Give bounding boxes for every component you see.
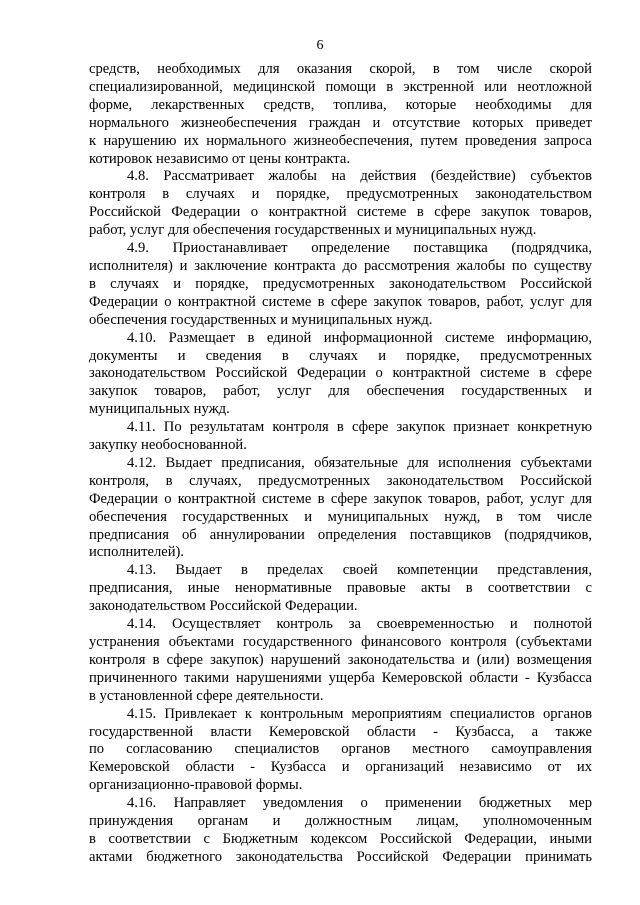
text-line: муниципальных нужд.	[89, 401, 230, 418]
text-line: обеспечения государственных и муниципальных нужд, в том числе	[89, 508, 592, 525]
text-line: причиненного такими нарушениями ущерба Кемеровской области - Кузбасса	[89, 669, 592, 686]
text-line: организационно-правовой формы.	[89, 777, 303, 794]
text-line: 4.15. Привлекает к контрольным мероприятиям специалистов органов	[127, 705, 592, 722]
text-line: Федерации о контрактной системе в сфере закупок товаров, работ, услуг для	[89, 490, 592, 507]
text-line: 4.16. Направляет уведомления о применении бюджетных мер	[127, 795, 592, 812]
text-line: контроля в случаях и порядке, предусмотренных законодательством	[89, 186, 592, 203]
text-line: предписания об аннулировании определения поставщиков (подрядчиков,	[89, 526, 592, 543]
text-line: актами бюджетного законодательства Российской Федерации принимать	[89, 848, 592, 865]
page-number: 6	[316, 38, 324, 53]
text-line: государственной власти Кемеровской области - Кузбасса, а также	[89, 723, 592, 740]
text-line: в установленной сфере деятельности.	[89, 687, 324, 704]
text-line: обеспечения государственных и муниципальных нужд.	[89, 311, 433, 328]
text-line: 4.12. Выдает предписания, обязательные для исполнения субъектами	[127, 454, 592, 471]
text-line: нормального жизнеобеспечения граждан и отсутствие которых приведет	[89, 114, 592, 131]
text-line: устранения объектами государственного финансового контроля (субъектами	[89, 634, 592, 650]
text-line: специализированной, медицинской помощи в экстренной или неотложной	[89, 78, 592, 95]
text-line: контроля в сфере закупок) нарушений законодательства и (или) возмещения	[89, 651, 592, 668]
text-line: по согласованию специалистов органов местного самоуправления	[89, 741, 592, 758]
text-line: в случаях и порядке, предусмотренных законодательством Российской	[89, 275, 592, 292]
text-line: исполнителя) и заключение контракта до рассмотрения жалобы по существу	[89, 257, 592, 274]
text-line: предписания, иные ненормативные правовые акты в соответствии с	[89, 580, 592, 597]
text-line: работ, услуг для обеспечения государственных и муниципальных нужд.	[89, 222, 537, 239]
text-line: форме, лекарственных средств, топлива, которые необходимы для	[89, 96, 592, 113]
text-line: исполнителей).	[89, 544, 185, 561]
text-line: Кемеровской области - Кузбасса и организаций независимо от их	[89, 759, 592, 776]
text-line: 4.11. По результатам контроля в сфере закупок признает конкретную	[127, 419, 592, 436]
text-line: Федерации о контрактной системе в сфере закупок товаров, работ, услуг для	[89, 293, 592, 310]
text-line: 4.14. Осуществляет контроль за своевременностью и полнотой	[127, 616, 592, 633]
text-line: в соответствии с Бюджетным кодексом Российской Федерации, иными	[89, 830, 592, 847]
text-line: контроля, в случаях, предусмотренных законодательством Российской	[89, 472, 592, 489]
text-line: принуждения органам и должностным лицам, уполномоченным	[89, 813, 592, 830]
document-body	[89, 61, 592, 867]
text-line: закупку необоснованной.	[89, 437, 247, 454]
text-line: котировок независимо от цены контракта.	[89, 150, 350, 167]
text-line: к нарушению их нормального жизнеобеспечения, путем проведения запроса	[89, 132, 592, 149]
text-line: документы и сведения в случаях и порядке, предусмотренных	[89, 347, 592, 364]
text-line: 4.13. Выдает в пределах своей компетенции представления,	[127, 562, 592, 579]
text-line: средств, необходимых для оказания скорой, в том числе скорой	[89, 61, 592, 77]
text-line: закупок товаров, работ, услуг для обеспечения государственных и	[89, 383, 592, 400]
text-line: 4.10. Размещает в единой информационной системе информацию,	[127, 329, 592, 346]
text-line: законодательством Российской Федерации о контрактной системе в сфере	[89, 365, 592, 382]
text-line: 4.9. Приостанавливает определение поставщика (подрядчика,	[127, 240, 592, 257]
text-line: законодательством Российской Федерации.	[89, 598, 358, 615]
text-line: 4.8. Рассматривает жалобы на действия (бездействие) субъектов	[127, 168, 592, 185]
text-line: Российской Федерации о контрактной системе в сфере закупок товаров,	[89, 204, 592, 221]
